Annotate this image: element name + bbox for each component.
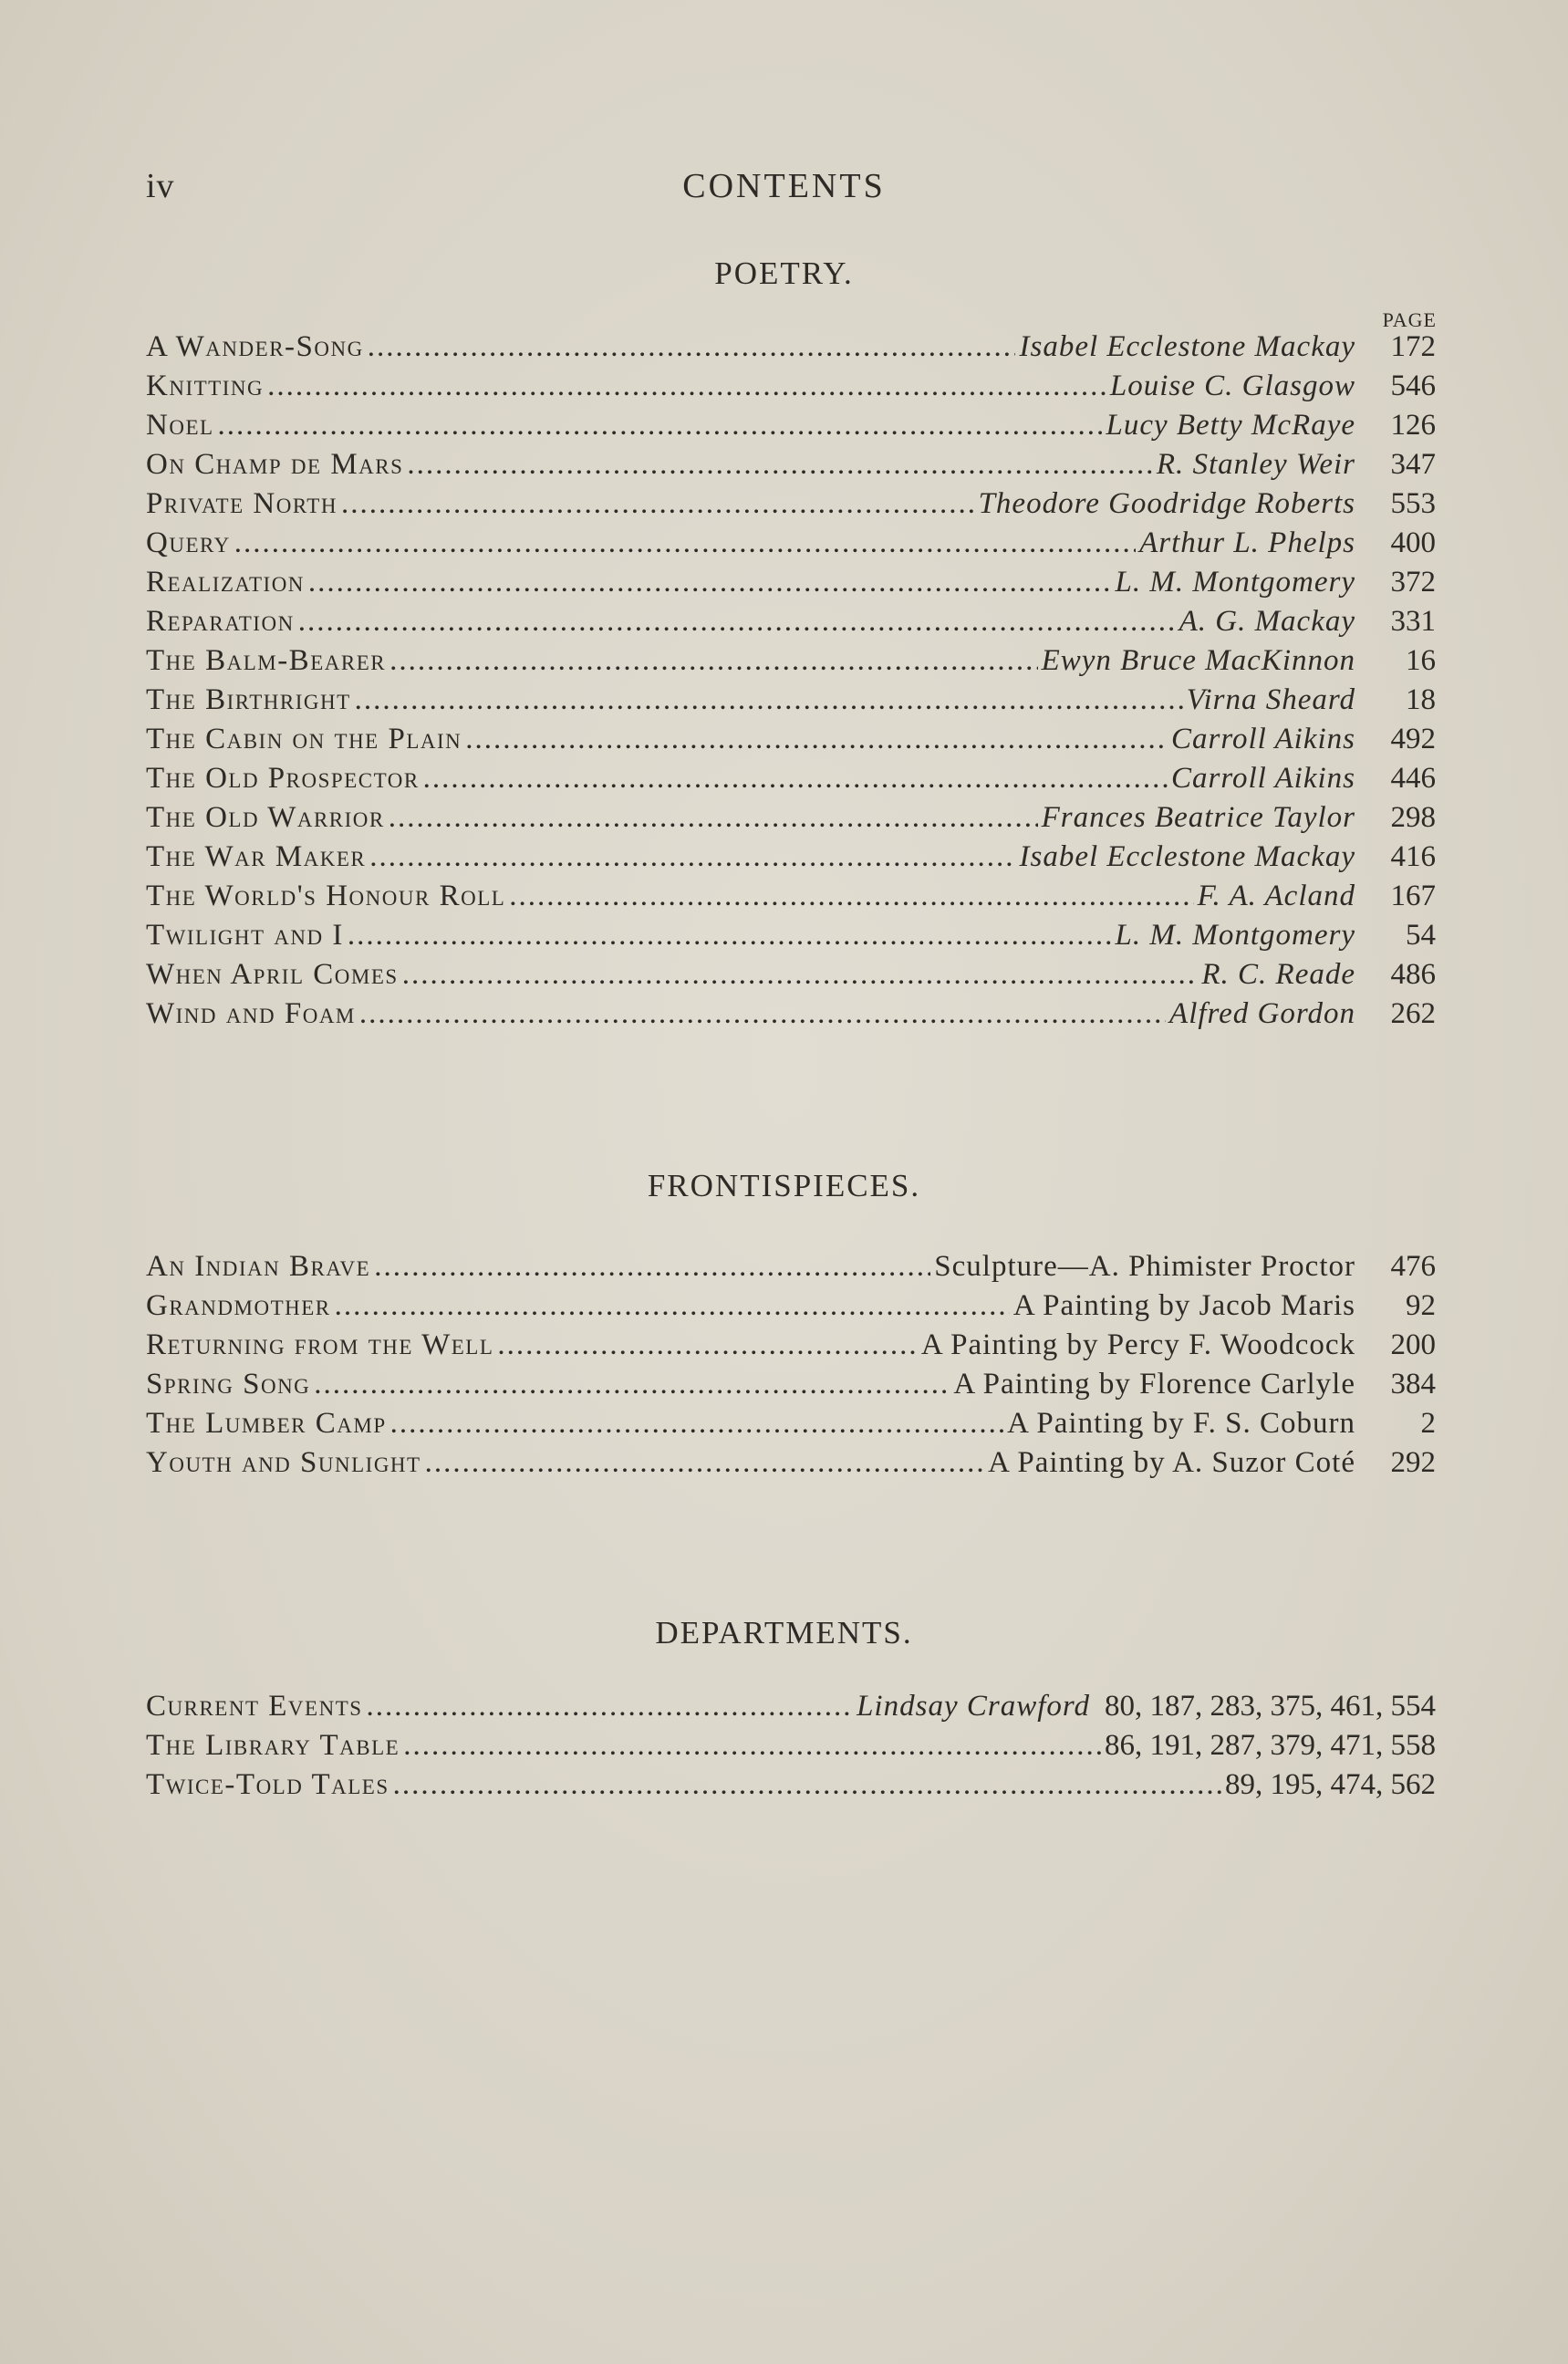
entry-author: A. G. Mackay — [1179, 605, 1355, 638]
entry-page: 476 — [1390, 1250, 1436, 1283]
entry-author: Ewyn Bruce MacKinnon — [1041, 644, 1355, 677]
dot-leader — [218, 409, 1103, 443]
toc-entry — [146, 1690, 1436, 1729]
toc-entry — [146, 1328, 1436, 1368]
entry-author: R. Stanley Weir — [1156, 448, 1355, 481]
entry-page: 486 — [1390, 958, 1436, 991]
dot-leader — [234, 526, 1136, 560]
entry-description: A Painting by Jacob Maris — [1012, 1289, 1355, 1322]
entry-title: On Champ de Mars — [146, 448, 404, 481]
dot-leader — [298, 605, 1176, 639]
entry-title: The Balm-Bearer — [146, 644, 387, 677]
dot-leader — [367, 1690, 854, 1724]
entry-title: Reparation — [146, 605, 295, 638]
dot-leader — [407, 448, 1152, 482]
entry-page: 172 — [1390, 330, 1436, 363]
toc-entry — [146, 840, 1436, 880]
departments-list — [146, 1690, 1436, 1807]
entry-title: Current Events — [146, 1690, 363, 1723]
entry-description: Sculpture—A. Phimister Proctor — [934, 1250, 1355, 1283]
entry-pages: 80, 187, 283, 375, 461, 554 — [1105, 1690, 1436, 1723]
toc-entry — [146, 448, 1436, 487]
toc-entry — [146, 566, 1436, 605]
toc-entry — [146, 487, 1436, 526]
toc-entry — [146, 919, 1436, 958]
entry-title: Knitting — [146, 370, 265, 402]
toc-entry — [146, 801, 1436, 840]
entry-title: The World's Honour Roll — [146, 880, 506, 912]
dot-leader — [341, 487, 975, 521]
entry-author: Alfred Gordon — [1169, 997, 1355, 1030]
entry-pages: 89, 195, 474, 562 — [1225, 1768, 1436, 1801]
entry-title: When April Comes — [146, 958, 399, 991]
entry-title: The Cabin on the Plain — [146, 723, 462, 755]
entry-page: 384 — [1390, 1368, 1436, 1401]
entry-page: 262 — [1390, 997, 1436, 1030]
entry-title: Returning from the Well — [146, 1328, 494, 1361]
entry-description: A Painting by A. Suzor Coté — [988, 1446, 1355, 1479]
dot-leader — [389, 801, 1038, 835]
entry-page: 18 — [1406, 683, 1436, 716]
entry-title: Query — [146, 526, 231, 559]
entry-author: R. C. Reade — [1201, 958, 1355, 991]
entry-title: Realization — [146, 566, 305, 599]
entry-author: Isabel Ecclestone Mackay — [1019, 330, 1355, 363]
dot-leader — [425, 1446, 985, 1480]
toc-entry — [146, 370, 1436, 409]
entry-title: Twilight and I — [146, 919, 344, 952]
entry-title: Noel — [146, 409, 214, 442]
dot-leader — [389, 644, 1037, 678]
entry-page: 553 — [1390, 487, 1436, 520]
entry-author: Virna Sheard — [1186, 683, 1355, 716]
toc-entry — [146, 605, 1436, 644]
entry-page: 54 — [1406, 919, 1436, 952]
departments-heading: DEPARTMENTS. — [655, 1615, 913, 1651]
entry-title: Youth and Sunlight — [146, 1446, 421, 1479]
entry-description: A Painting by Florence Carlyle — [953, 1368, 1355, 1401]
frontispieces-list — [146, 1250, 1436, 1485]
entry-title: The Old Warrior — [146, 801, 385, 834]
entry-author: L. M. Montgomery — [1115, 919, 1355, 952]
entry-title: The Old Prospector — [146, 762, 420, 795]
entry-author: Louise C. Glasgow — [1109, 370, 1355, 402]
entry-author: Theodore Goodridge Roberts — [978, 487, 1355, 520]
entry-author: F. A. Acland — [1197, 880, 1355, 912]
dot-leader — [359, 997, 1166, 1031]
toc-entry — [146, 880, 1436, 919]
entry-title: The Library Table — [146, 1729, 400, 1762]
entry-description: A Painting by Percy F. Woodcock — [920, 1328, 1355, 1361]
entry-title: A Wander-Song — [146, 330, 364, 363]
entry-page: 126 — [1390, 409, 1436, 442]
poetry-heading: POETRY. — [714, 255, 854, 291]
toc-entry — [146, 644, 1436, 683]
toc-entry — [146, 1729, 1436, 1768]
entry-page: 492 — [1390, 723, 1436, 755]
dot-leader — [348, 919, 1112, 953]
dot-leader — [402, 958, 1199, 992]
entry-title: Wind and Foam — [146, 997, 356, 1030]
entry-author: L. M. Montgomery — [1115, 566, 1355, 599]
toc-entry — [146, 762, 1436, 801]
dot-leader — [374, 1250, 930, 1284]
dot-leader — [390, 1407, 1004, 1441]
toc-entry — [146, 683, 1436, 723]
frontispieces-heading: FRONTISPIECES. — [647, 1168, 921, 1203]
dot-leader — [423, 762, 1168, 796]
poetry-list — [146, 330, 1436, 1036]
toc-entry — [146, 1289, 1436, 1328]
toc-entry — [146, 958, 1436, 997]
dot-leader — [368, 330, 1016, 364]
entry-page: 167 — [1390, 880, 1436, 912]
dot-leader — [335, 1289, 1010, 1323]
entry-title: Twice-Told Tales — [146, 1768, 389, 1801]
entry-title: The Lumber Camp — [146, 1407, 387, 1440]
entry-page: 347 — [1390, 448, 1436, 481]
entry-author: Carroll Aikins — [1171, 723, 1355, 755]
entry-page: 292 — [1390, 1446, 1436, 1479]
dot-leader — [355, 683, 1183, 717]
entry-description: A Painting by F. S. Coburn — [1007, 1407, 1355, 1440]
entry-page: 331 — [1390, 605, 1436, 638]
dot-leader — [369, 840, 1015, 874]
toc-entry — [146, 526, 1436, 566]
entry-author: Lucy Betty McRaye — [1106, 409, 1355, 442]
dot-leader — [393, 1768, 1221, 1802]
entry-page: 446 — [1390, 762, 1436, 795]
entry-page: 400 — [1390, 526, 1436, 559]
entry-page: 2 — [1420, 1407, 1436, 1440]
page-title: CONTENTS — [682, 167, 886, 205]
entry-pages: 86, 191, 287, 379, 471, 558 — [1105, 1729, 1436, 1762]
entry-title: The War Maker — [146, 840, 367, 873]
entry-page: 416 — [1390, 840, 1436, 873]
entry-author: Arthur L. Phelps — [1139, 526, 1355, 559]
entry-title: Grandmother — [146, 1289, 331, 1322]
dot-leader — [308, 566, 1112, 599]
entry-title: An Indian Brave — [146, 1250, 371, 1283]
page-number: iv — [146, 167, 175, 205]
dot-leader — [497, 1328, 918, 1362]
dot-leader — [267, 370, 1106, 403]
entry-page: 546 — [1390, 370, 1436, 402]
entry-author: Frances Beatrice Taylor — [1041, 801, 1355, 834]
entry-author: Lindsay Crawford — [857, 1690, 1090, 1723]
dot-leader — [509, 880, 1193, 913]
entry-page: 200 — [1390, 1328, 1436, 1361]
toc-entry — [146, 409, 1436, 448]
entry-title: Private North — [146, 487, 337, 520]
dot-leader — [314, 1368, 950, 1401]
dot-leader — [465, 723, 1168, 756]
entry-page: 16 — [1406, 644, 1436, 677]
toc-entry — [146, 723, 1436, 762]
toc-entry — [146, 1368, 1436, 1407]
entry-page: 92 — [1406, 1289, 1436, 1322]
toc-entry — [146, 1446, 1436, 1485]
toc-entry — [146, 997, 1436, 1036]
toc-entry — [146, 1768, 1436, 1807]
entry-author: Isabel Ecclestone Mackay — [1019, 840, 1355, 873]
toc-entry — [146, 1250, 1436, 1289]
dot-leader — [403, 1729, 1101, 1763]
entry-page: 298 — [1390, 801, 1436, 834]
entry-title: Spring Song — [146, 1368, 311, 1401]
entry-author: Carroll Aikins — [1171, 762, 1355, 795]
entry-title: The Birthright — [146, 683, 351, 716]
entry-page: 372 — [1390, 566, 1436, 599]
toc-entry — [146, 330, 1436, 370]
toc-entry — [146, 1407, 1436, 1446]
page-column-label: PAGE — [1382, 308, 1437, 331]
